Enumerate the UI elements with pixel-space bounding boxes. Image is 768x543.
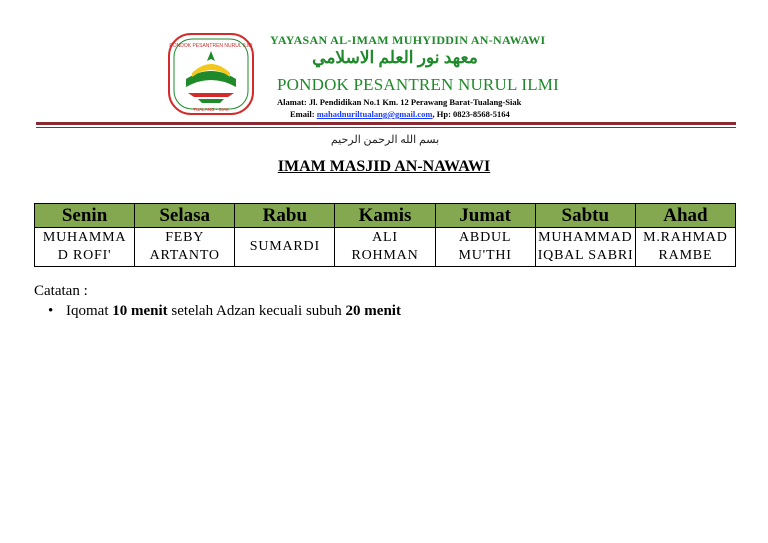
notes-label: Catatan : [34, 283, 88, 299]
imam-cell [235, 228, 335, 267]
imam-name-line: ABDUL [459, 230, 512, 245]
basmala-calligraphy: بسم الله الرحمن الرحيم [330, 134, 440, 146]
note-text: Iqomat [66, 303, 113, 319]
address-line: Alamat: Jl. Pendidikan No.1 Km. 12 Perawang Barat-Tualang-Siak [277, 97, 522, 107]
imam-name-line: ARTANTO [149, 248, 220, 263]
day-header-row [35, 204, 736, 228]
imam-cell [335, 228, 435, 267]
note-text: setelah Adzan kecuali subuh [167, 303, 346, 319]
day-header: Kamis [335, 204, 435, 228]
note-emphasis: 10 menit [112, 303, 168, 319]
logo-bottom-text: TUALANG - SIAK [193, 107, 229, 112]
imam-name-line: ALI [372, 230, 398, 245]
imam-name-line: M.RAHMAD [643, 230, 728, 245]
notes-list [48, 303, 401, 320]
imam-name-line: SUMARDI [249, 239, 320, 254]
phone-number: , Hp: 0823-8568-5164 [432, 109, 510, 119]
pesantren-crest-logo [168, 33, 254, 115]
header-divider-thin [36, 127, 736, 128]
day-header: Rabu [235, 204, 335, 228]
imam-name-line: FEBY [165, 230, 205, 245]
imam-name-line: D ROFI' [57, 248, 112, 263]
imam-cell [35, 228, 135, 267]
day-header: Selasa [135, 204, 235, 228]
email-link[interactable]: mahadnuriltualang@gmail.com [316, 109, 433, 119]
header-divider-thick [36, 122, 736, 125]
note-emphasis: 20 menit [345, 303, 401, 319]
day-header: Ahad [635, 204, 735, 228]
imam-name-line: MU'THI [458, 248, 512, 263]
contact-line [290, 109, 510, 119]
foundation-name: YAYASAN AL-IMAM MUHYIDDIN AN-NAWAWI [270, 33, 546, 47]
imam-schedule-table [34, 203, 736, 267]
imam-cell [435, 228, 535, 267]
day-header: Sabtu [535, 204, 635, 228]
imam-cell [535, 228, 635, 267]
email-label: Email: [290, 109, 317, 119]
imam-name-line: MUHAMMA [42, 230, 127, 245]
imam-name-line: IQBAL SABRI [537, 248, 634, 263]
day-header: Jumat [435, 204, 535, 228]
imam-name-line: RAMBE [658, 248, 713, 263]
imam-name-line: MUHAMMAD [538, 230, 633, 245]
note-item [48, 303, 401, 320]
page-title: IMAM MASJID AN-NAWAWI [277, 158, 491, 175]
institution-name: PONDOK PESANTREN NURUL ILMI [277, 75, 559, 94]
logo-ring-text: PONDOK PESANTREN NURUL ILMI [169, 43, 253, 49]
imam-row [35, 228, 736, 267]
day-header: Senin [35, 204, 135, 228]
bullet-icon: • [48, 303, 54, 319]
arabic-institution-name: معهد نور العلم الاسلامي [312, 48, 478, 67]
imam-cell [635, 228, 735, 267]
imam-name-line: ROHMAN [351, 248, 419, 263]
imam-cell [135, 228, 235, 267]
